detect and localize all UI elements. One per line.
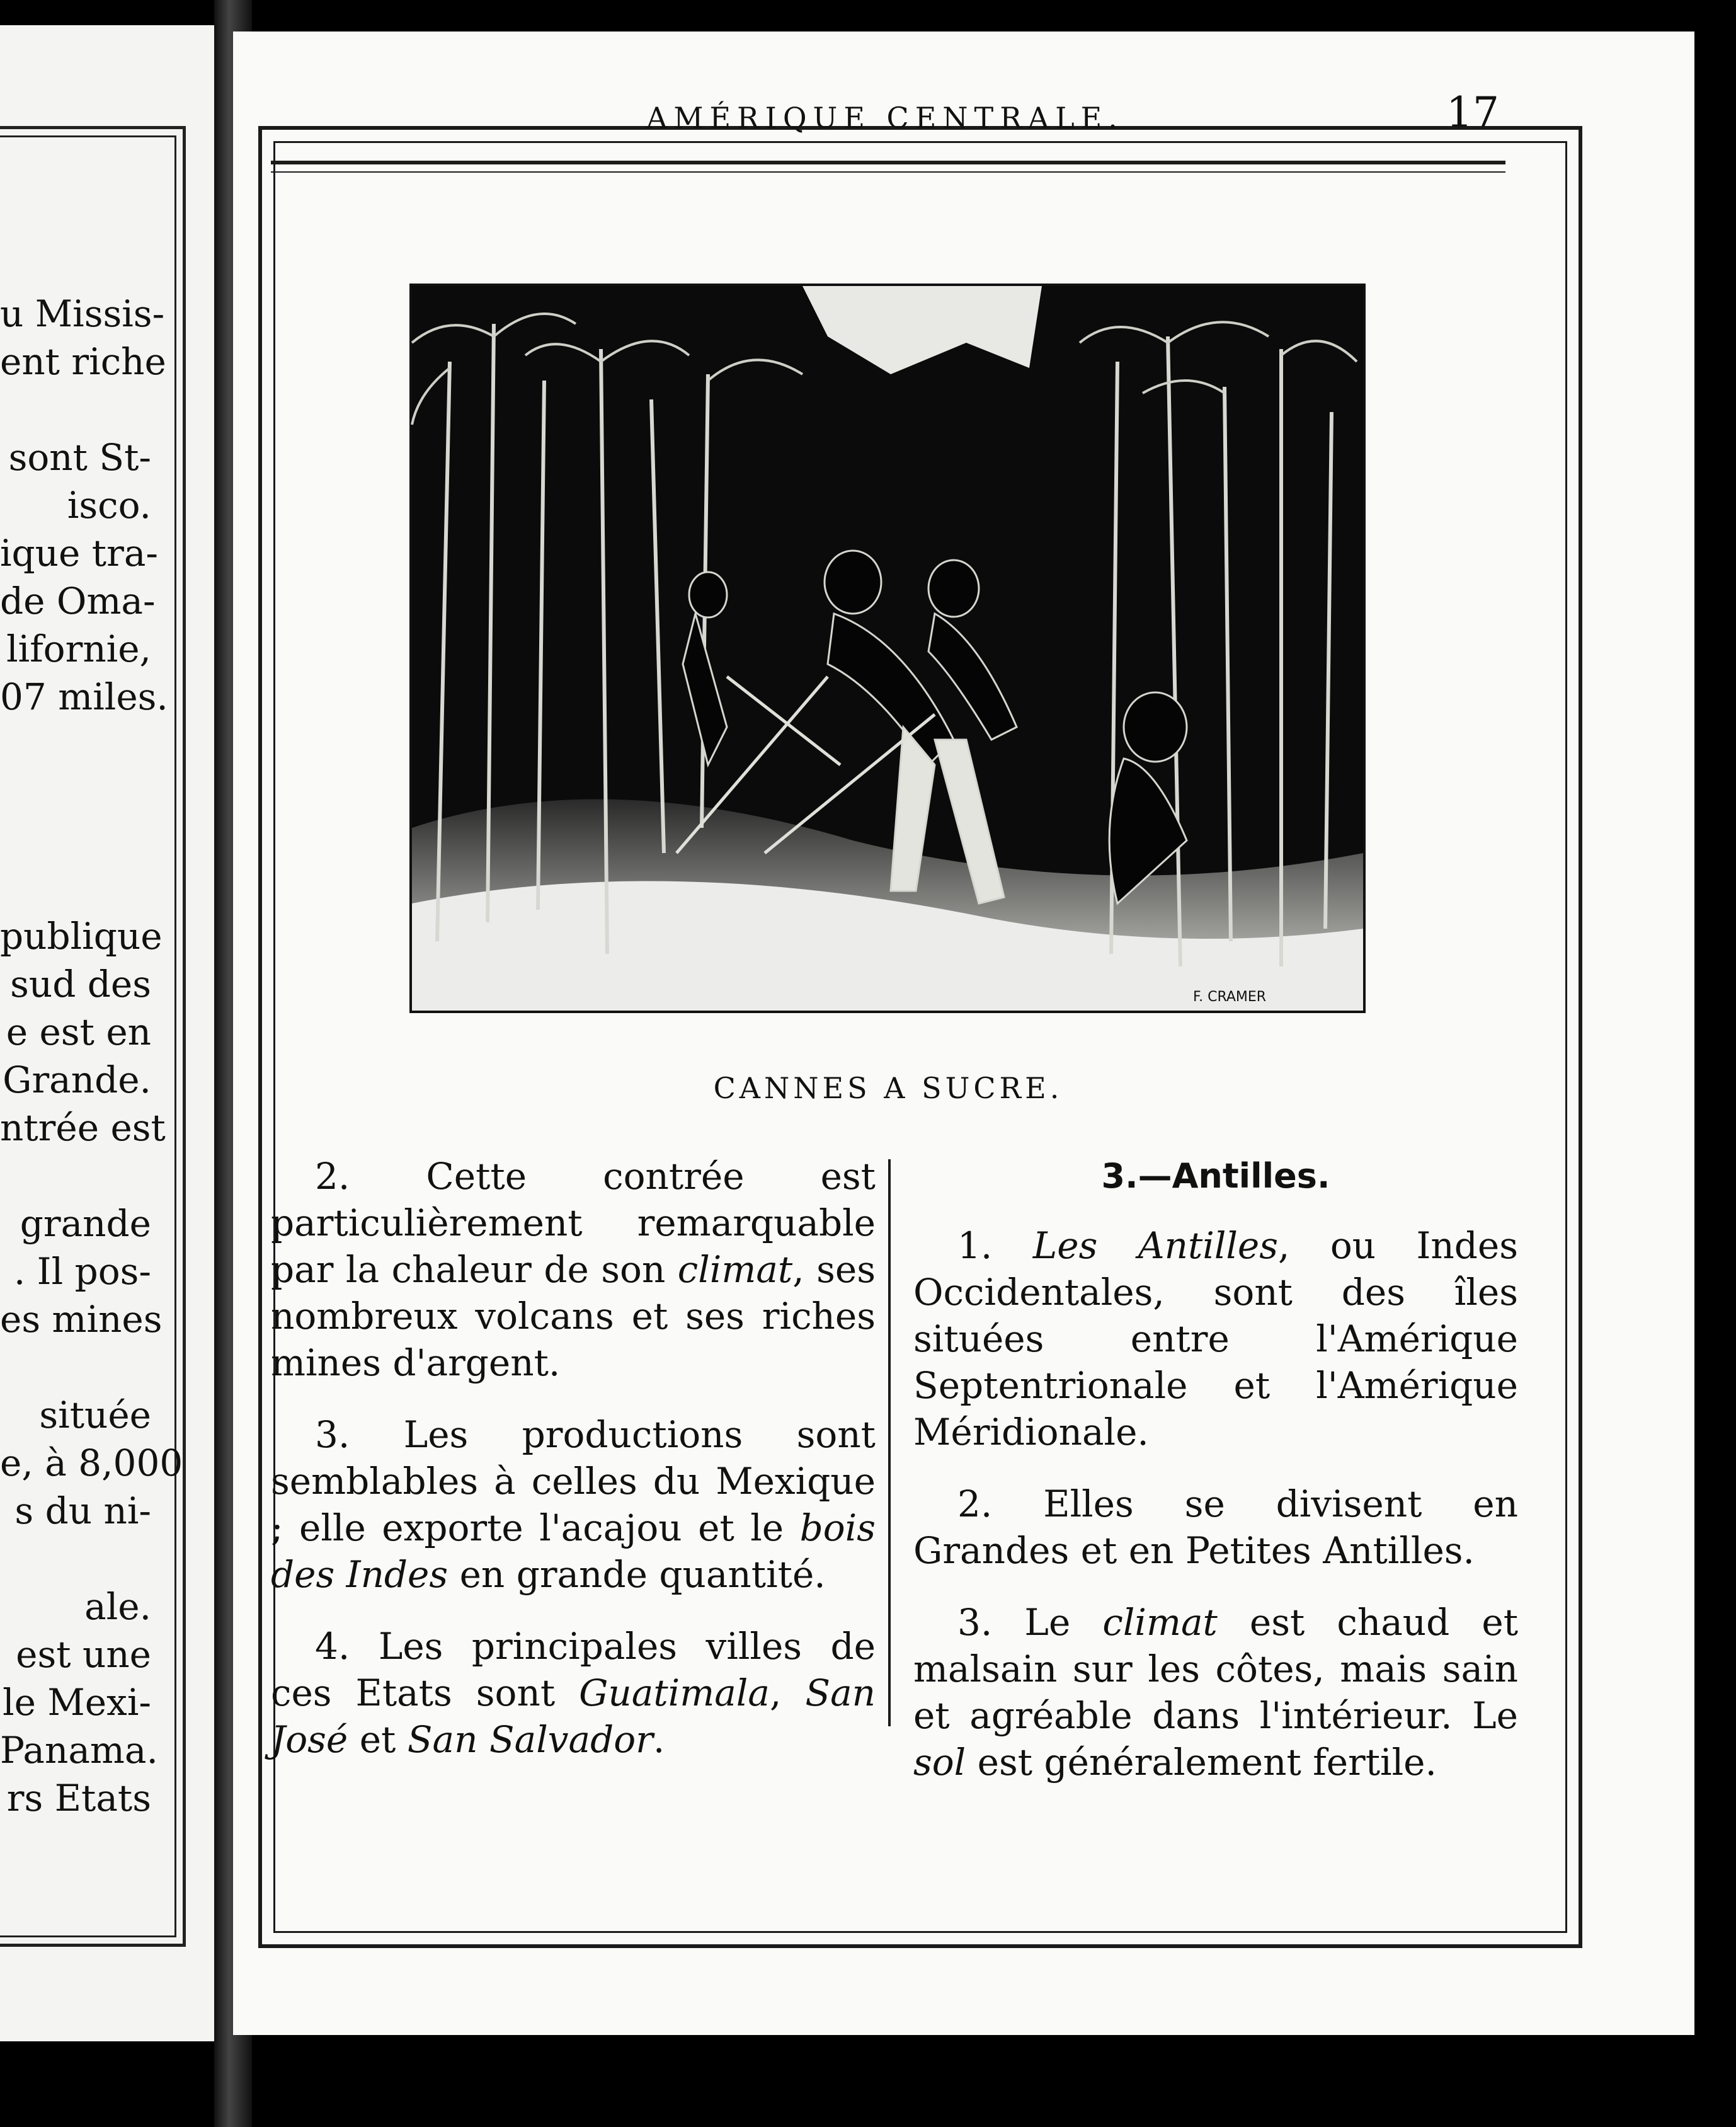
engraver-signature: F. CRAMER [1193, 989, 1267, 1005]
left-page-line: s du ni- [14, 1489, 151, 1532]
left-page-line: ique tra- [0, 532, 159, 575]
column-divider [888, 1159, 891, 1726]
left-page-line: ntrée est [0, 1106, 166, 1149]
page-number: 17 [1446, 88, 1499, 137]
paragraph-text: . [653, 1718, 665, 1761]
italic-term: climat [677, 1248, 793, 1291]
section-title-antilles: 3.—Antilles. [1101, 1156, 1330, 1196]
paragraph-text: et [348, 1718, 408, 1761]
left-page-line: e, à 8,000 [0, 1442, 183, 1484]
sugar-cane-engraving [409, 284, 1366, 1013]
paragraph-text: est chaud et malsain sur les côtes, mais sain et agréable dans l'intérieur. Le [913, 1601, 1518, 1737]
left-page-line: u Missis- [0, 292, 165, 335]
left-page-line [0, 1343, 151, 1391]
paragraph-number: 2. [315, 1155, 350, 1198]
paragraph-text: Cette contrée est particulièrement remarquable par la chaleur de son [271, 1155, 876, 1291]
paragraph-number: 3. [957, 1601, 993, 1644]
right-page [233, 32, 1694, 2035]
left-page-line [0, 386, 151, 433]
paragraph-text: , ou Indes Occidentales, sont des îles situées entre l'Amérique Septentrionale et l'Amérique Méridionale. [913, 1224, 1518, 1453]
left-column-text [271, 1153, 876, 1788]
page-header [271, 88, 1499, 151]
paragraph [271, 1411, 876, 1598]
left-page-line: 07 miles. [0, 675, 168, 718]
paragraph-text: en grande quantité. [448, 1553, 826, 1596]
paragraph-number: 3. [315, 1413, 350, 1456]
paragraph [913, 1222, 1518, 1455]
italic-term: bois des Indes [271, 1506, 876, 1596]
paragraph-text: Les principales villes de ces Etats sont [271, 1625, 876, 1714]
paragraph-number: 2. [957, 1482, 993, 1525]
left-facing-page [0, 25, 231, 2041]
left-page-line [0, 1152, 151, 1200]
paragraph [913, 1481, 1518, 1574]
italic-term: Guatimala [579, 1671, 770, 1714]
paragraph-text: Le [992, 1601, 1103, 1644]
paragraph-text [992, 1224, 1032, 1267]
running-head: AMÉRIQUE CENTRALE. [646, 101, 1124, 135]
paragraph-text: Elles se divisent en Grandes et en Petites Antilles. [913, 1482, 1518, 1572]
left-page-line: sud des [10, 963, 151, 1006]
left-page-line: isco. [67, 484, 151, 527]
left-page-line [0, 769, 151, 817]
paragraph-text: est généralement fertile. [966, 1741, 1437, 1784]
italic-term: San José [271, 1671, 876, 1761]
paragraph-number: 4. [315, 1625, 350, 1668]
left-page-line: rs Etats [6, 1777, 151, 1820]
left-page-line: ent riche [0, 340, 166, 383]
italic-term: Les Antilles [1032, 1224, 1279, 1267]
left-page-line: Grande. [3, 1058, 151, 1101]
paragraph-text: , ses nombreux volcans et ses riches mines d'argent. [271, 1248, 876, 1384]
left-page-line: le Mexi- [3, 1681, 151, 1724]
engraving-image [412, 286, 1363, 1011]
illustration-caption: CANNES A SUCRE. [713, 1071, 1063, 1105]
header-rule [271, 161, 1505, 164]
left-page-line [0, 721, 151, 769]
header-rule-thin [271, 171, 1505, 173]
left-page-line: publique [0, 915, 163, 958]
italic-term: climat [1102, 1601, 1218, 1644]
left-page-line: ale. [84, 1585, 151, 1628]
left-page-line: grande [20, 1202, 151, 1245]
left-page-line: située [39, 1394, 151, 1436]
left-page-line [0, 864, 151, 912]
left-page-line: . Il pos- [13, 1250, 151, 1293]
paragraph [271, 1153, 876, 1386]
paragraph [913, 1599, 1518, 1786]
paragraph-text: , [769, 1671, 806, 1714]
italic-term: sol [913, 1741, 966, 1784]
left-page-line [0, 1535, 151, 1583]
italic-term: San Salvador [407, 1718, 653, 1761]
left-page-line: Panama. [0, 1729, 158, 1772]
left-page-line: e est en [6, 1011, 151, 1053]
paragraph-text: Les productions sont semblables à celles du Mexique ; elle exporte l'acajou et le [271, 1413, 876, 1549]
frame-gap [787, 1912, 838, 1931]
left-page-line: es mines [0, 1298, 163, 1341]
paragraph-number: 1. [957, 1224, 993, 1267]
left-page-line: est une [16, 1633, 151, 1676]
left-page-line: lifornie, [6, 628, 151, 670]
left-page-line: sont St- [8, 436, 151, 479]
left-page-line [0, 817, 151, 864]
left-page-text [0, 290, 183, 1822]
left-page-line: de Oma- [0, 580, 156, 622]
right-column-text [913, 1153, 1518, 1811]
paragraph [271, 1623, 876, 1763]
